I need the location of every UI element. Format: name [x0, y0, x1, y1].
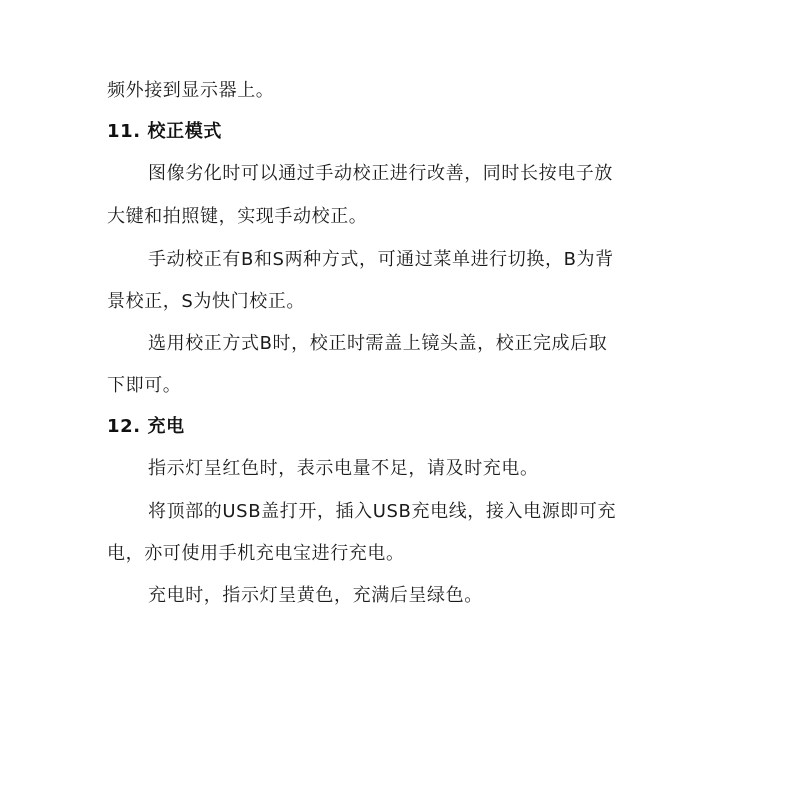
- text-line: 指示灯呈红色时，表示电量不足，请及时充电。: [148, 458, 539, 479]
- text-line: 充电时，指示灯呈黄色，充满后呈绿色。: [148, 585, 483, 606]
- text-line: 大键和拍照键，实现手动校正。: [107, 206, 368, 227]
- text-line: 景校正，S为快门校正。: [107, 291, 306, 312]
- text-line: 选用校正方式B时，校正时需盖上镜头盖，校正完成后取: [148, 333, 608, 354]
- text-line: 图像劣化时可以通过手动校正进行改善，同时长按电子放: [148, 163, 613, 184]
- text-line: 将顶部的USB盖打开，插入USB充电线，接入电源即可充: [148, 501, 617, 522]
- text-line: 手动校正有B和S两种方式，可通过菜单进行切换，B为背: [148, 249, 614, 270]
- section-heading-11: 11. 校正模式: [107, 121, 222, 142]
- section-heading-12: 12. 充电: [107, 416, 185, 437]
- text-line: 电，亦可使用手机充电宝进行充电。: [107, 543, 405, 564]
- text-line: 下即可。: [107, 375, 182, 396]
- text-line: 频外接到显示器上。: [107, 80, 275, 101]
